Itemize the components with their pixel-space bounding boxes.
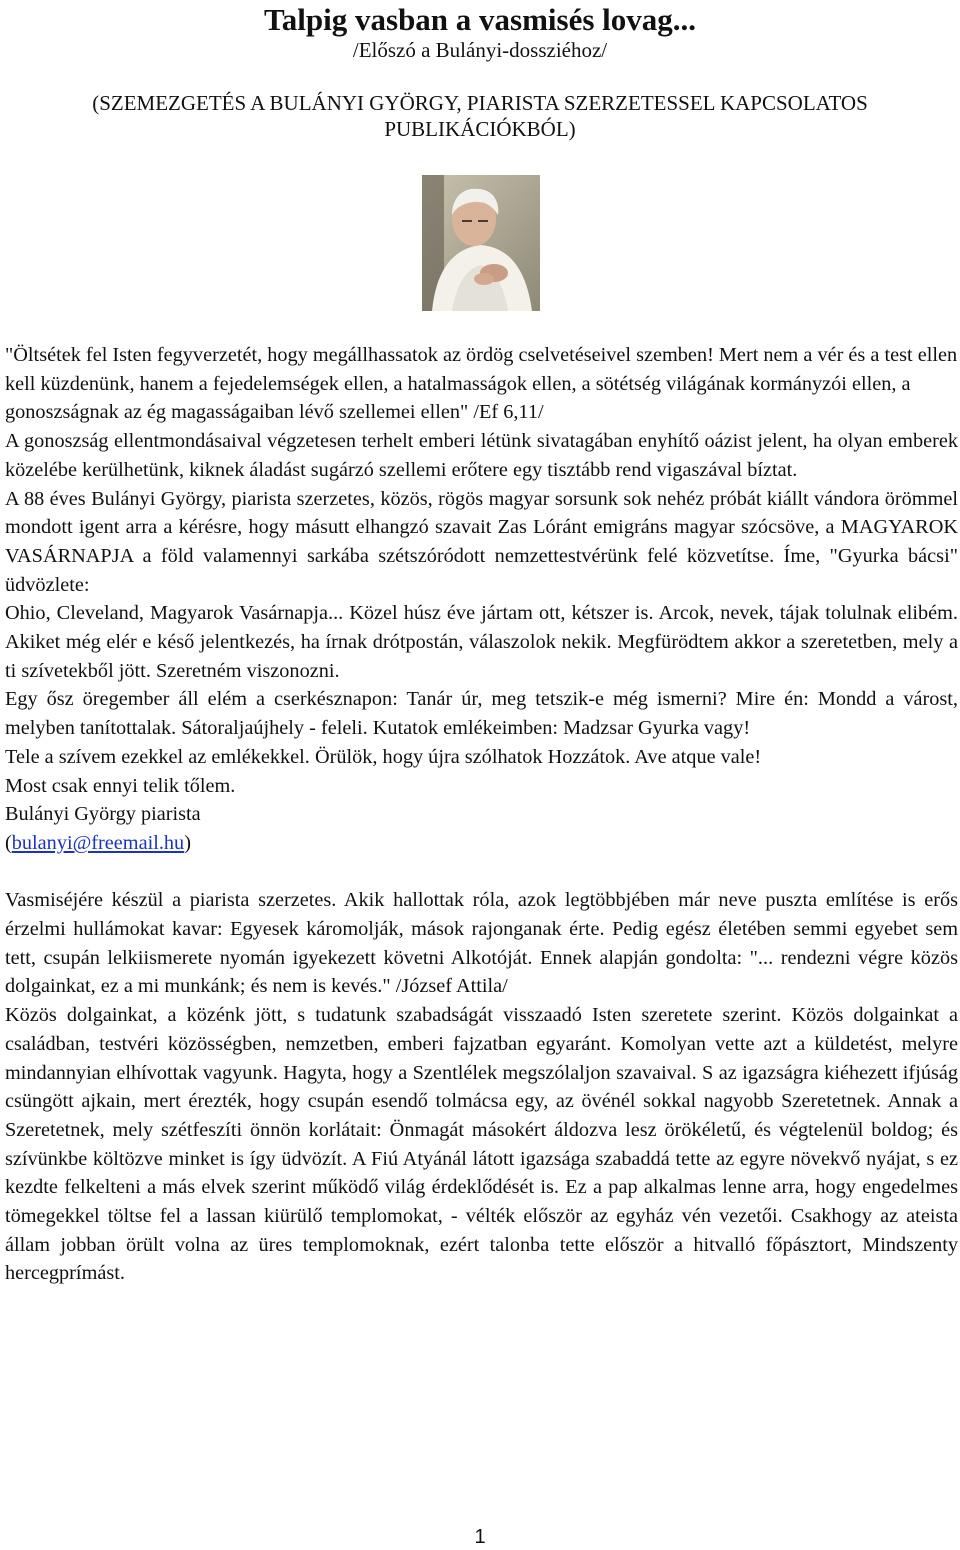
letter-paragraph-memories: Tele a szívem ezekkel az emlékekkel. Örülök, hogy újra szólhatok Hozzátok. Ave atque vale! — [5, 745, 762, 768]
paragraph-introduction: A 88 éves Bulányi György, piarista szerzetes, közös, rögös magyar sorsunk sok nehéz próbát kiállt vándora örömmel mondott igent arra a kérésre, hogy másutt elhangzó szavait Zas Lóránt emigráns magyar szócsöve, a MAGYAROK VASÁRNAPJA a föld valamennyi sarkába szétszóródott nemzettestvérünk felé közvetítse. Íme, "Gyurka bácsi" üdvözlete: — [5, 487, 958, 596]
document-subtitle: /Előszó a Bulányi-dossziéhoz/ — [352, 38, 608, 62]
email-link[interactable]: bulanyi@freemail.hu — [11, 831, 185, 854]
document-heading: (SZEMEZGETÉS A BULÁNYI GYÖRGY, PIARISTA SZERZETESSEL KAPCSOLATOS PUBLIKÁCIÓKBÓL) — [92, 91, 868, 141]
body-text — [5, 341, 958, 1288]
paragraph-gap — [5, 858, 958, 887]
letter-signature: Bulányi György piarista — [5, 803, 201, 826]
letter-paragraph-scout: Egy ősz öregember áll elém a cserkésznapon: Tanár úr, meg tetszik-e még ismerni? Mire én: Mondd a várost, melyben tanítottalak. Sátoraljaújhely - feleli. Kutatok emlékeimben: Madzsar Gyurka vagy! — [5, 688, 958, 740]
letter-paragraph-cleveland: Ohio, Cleveland, Magyarok Vasárnapja... Közel húsz éve jártam ott, kétszer is. Arcok, nevek, tájak tolulnak elibém. Akiket még elér e késő jelentkezés, ha írnak drótpostán, válaszolok nekik. Megfürödtem akkor a szeretetben, mely a ti szívetekből jött. Szeretném viszonozni. — [5, 602, 958, 682]
portrait-photo — [422, 175, 540, 311]
paragraph-common-affairs: Közös dolgainkat, a közénk jött, s tudatunk szabadságát visszaadó Isten szeretete szerint. Közös dolgainkat a családban, testvéri közösségben, nemzetben, emberi fajzatban egyaránt. Komolyan vette azt a küldetést, melyre mindannyian elhívottak vagyunk. Hagyta, hogy a Szentlélek megszólaljon szavaival. S az igazságra kiéhezett ifjúság csüngött ajkain, mert érezték, hogy csupán esendő tolmácsa egy, az övénél sokkal nagyobb Szeretetnek. Annak a Szeretetnek, mely szétfeszíti önnön korlátait: Önmagát másokért áldozva lesz örökéletű, és végtelenül boldog; és szívünkbe költözve minket is így üdvözít. A Fiú Atyánál látott igazsága szabaddá tette az egyre növekvő nyájat, s ez kezdte felkelteni a más elvek szerint működő világ érdeklődését is. Ez a pap alkalmas lenne arra, hogy engedelmes tömegekkel töltse fel a lassan kiürülő templomokat, - vélték először az egyház vén vezetői. Csakhogy az ateista állam jobban örült volna az üres templomoknak, ezért talonba tette először a hitvalló főpásztort, Mindszenty hercegprímást. — [5, 1004, 958, 1285]
letter-paragraph-closing: Most csak ennyi telik tőlem. — [5, 774, 236, 797]
paragraph-oasis: A gonoszság ellentmondásaival végzetesen terhelt emberi létünk sivatagában enyhítő oázist jelent, ha olyan emberek közelébe kerülhetünk, kiknek áladást sugárzó szellemi erőtere egy tisztább rend vigaszával bíztat. — [5, 430, 958, 481]
email-close-paren: ) — [184, 831, 191, 854]
page-number: 1 — [474, 1526, 486, 1548]
document-title: Talpig vasban a vasmisés lovag... — [263, 2, 697, 37]
email-open-paren: ( — [5, 831, 12, 854]
email-line — [5, 829, 958, 858]
paragraph-iron-mass: Vasmiséjére készül a piarista szerzetes. Akik hallottak róla, azok legtöbbjében már neve puszta említése is erős érzelmi hullámokat kavar: Egyesek káromolják, mások rajonganak érte. Pedig egész életében semmi egyebet sem tett, csupán lelkiismerete nyomán igyekezett követni Alkotóját. Ennek alapján gondolta: "... rendezni végre közös dolgainkat, ez a mi munkánk; és nem is kevés." /József Attila/ — [5, 889, 958, 998]
bible-quote: "Öltsétek fel Isten fegyverzetét, hogy megállhassatok az ördög cselvetéseivel szemben! Mert nem a vér és a test ellen kell küzdenünk, hanem a fejedelemségek ellen, a hatalmasságok ellen, a sötétség világának kormányzói ellen, a gonoszságnak az ég magasságaiban lévő szellemei ellen" /Ef 6,11/ — [5, 344, 958, 424]
portrait-photo-graphic — [422, 175, 540, 311]
